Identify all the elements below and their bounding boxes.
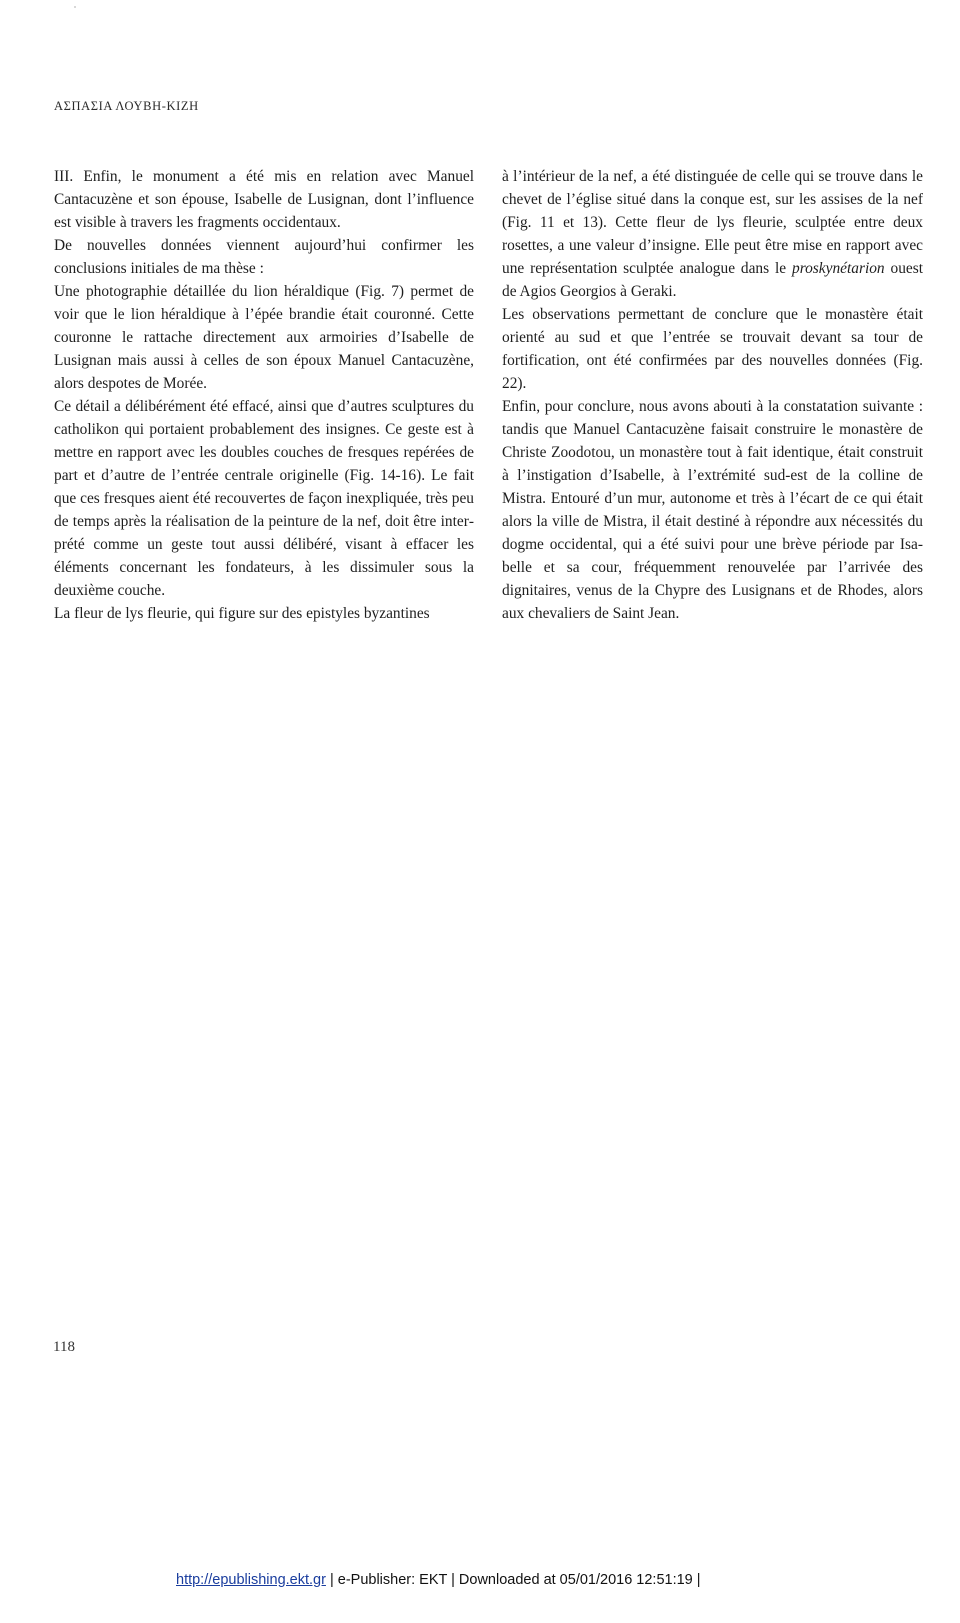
scan-speck xyxy=(74,6,76,8)
paragraph: De nouvelles données viennent aujourd’hui confirmer les conclusions initiales de ma thèse : xyxy=(54,237,474,277)
paragraph: III. Enfin, le monument a été mis en relation avec Manuel Cantacuzène et son épouse, Isabelle de Lusignan, dont l’influence est visible à travers les fragments occidentaux. xyxy=(54,168,474,231)
paragraph: Ce détail a délibérément été effacé, ainsi que d’autres sculptures du catholikon qui portaient probablement des insignes. Ce geste est à mettre en rapport avec les doubles couches de fresques repérées de part et d’autre de l’entrée centrale originelle (Fig. 14-16). Le fait que ces fresques aient été recouvertes de façon inexpliquée, très peu de temps après la réalisation de la peinture de la nef, doit être interprété comme un geste tout aussi délibéré, visant à effacer les éléments concernant les fondateurs, à les dissimuler sous la deuxième couche. xyxy=(54,398,474,599)
page-number: 118 xyxy=(53,1339,75,1355)
paragraph: Une photographie détaillée du lion héraldique (Fig. 7) permet de voir que le lion héraldique à l’épée brandie était couronné. Cette couronne le rattache directement aux armoiries d’Isabelle de Lusignan mais aussi à celles de son époux Manuel Cantacuzène, alors despotes de Morée. xyxy=(54,283,474,392)
paragraph-text: ouest de Agios Georgios à Geraki. xyxy=(502,260,923,300)
left-text-column xyxy=(54,165,474,625)
epublishing-link[interactable]: http://epublishing.ekt.gr xyxy=(176,1572,326,1588)
paragraph xyxy=(502,165,923,303)
paragraph: La fleur de lys fleurie, qui figure sur des epistyles byzantines xyxy=(54,605,430,622)
right-text-column xyxy=(502,165,923,625)
running-head: ΑΣΠΑΣΙΑ ΛΟΥΒΗ-ΚΙΖΗ xyxy=(54,99,199,113)
download-footer xyxy=(176,1572,776,1588)
paragraph: Enfin, pour conclure, nous avons abouti à la constatation suivante : tandis que Manuel Cantacuzène faisait construire le monastère de Christe Zoodotou, un monastère tout à fait identique, était construit à l’instigation d’Isabelle, à l’extrémité sud-est de la colline de Mistra. Entouré d’un mur, autonome et très à l’écart de ce qui était alors la ville de Mistra, il était destiné à répondre aux nécessités du dogme occidental, qui a été suivi pour une brève période par Isabelle et sa cour, fréquemment renouvelée par l’arrivée des dignitaires, venus de la Chypre des Lusignans et de Rhodes, alors aux chevaliers de Saint Jean. xyxy=(502,398,923,622)
footer-text: | e-Publisher: EKT | Downloaded at 05/01/2016 12:51:19 | xyxy=(325,1572,701,1588)
italic-term: proskynétarion xyxy=(792,260,885,277)
paragraph-text: à l’intérieur de la nef, a été distinguée de celle qui se trouve dans le chevet de l’église situé dans la conque est, sur les assises de la nef (Fig. 11 et 13). Cette fleur de lys fleurie, sculptée entre deux rosettes, a une valeur d’insigne. Elle peut être mise en rapport avec une représentation sculptée analogue dans le xyxy=(502,168,923,277)
paragraph: Les observations permettant de conclure que le monastère était orienté au sud et que l’entrée se trouvait devant sa tour de fortification, ont été confirmées par des nouvelles données (Fig. 22). xyxy=(502,306,923,392)
